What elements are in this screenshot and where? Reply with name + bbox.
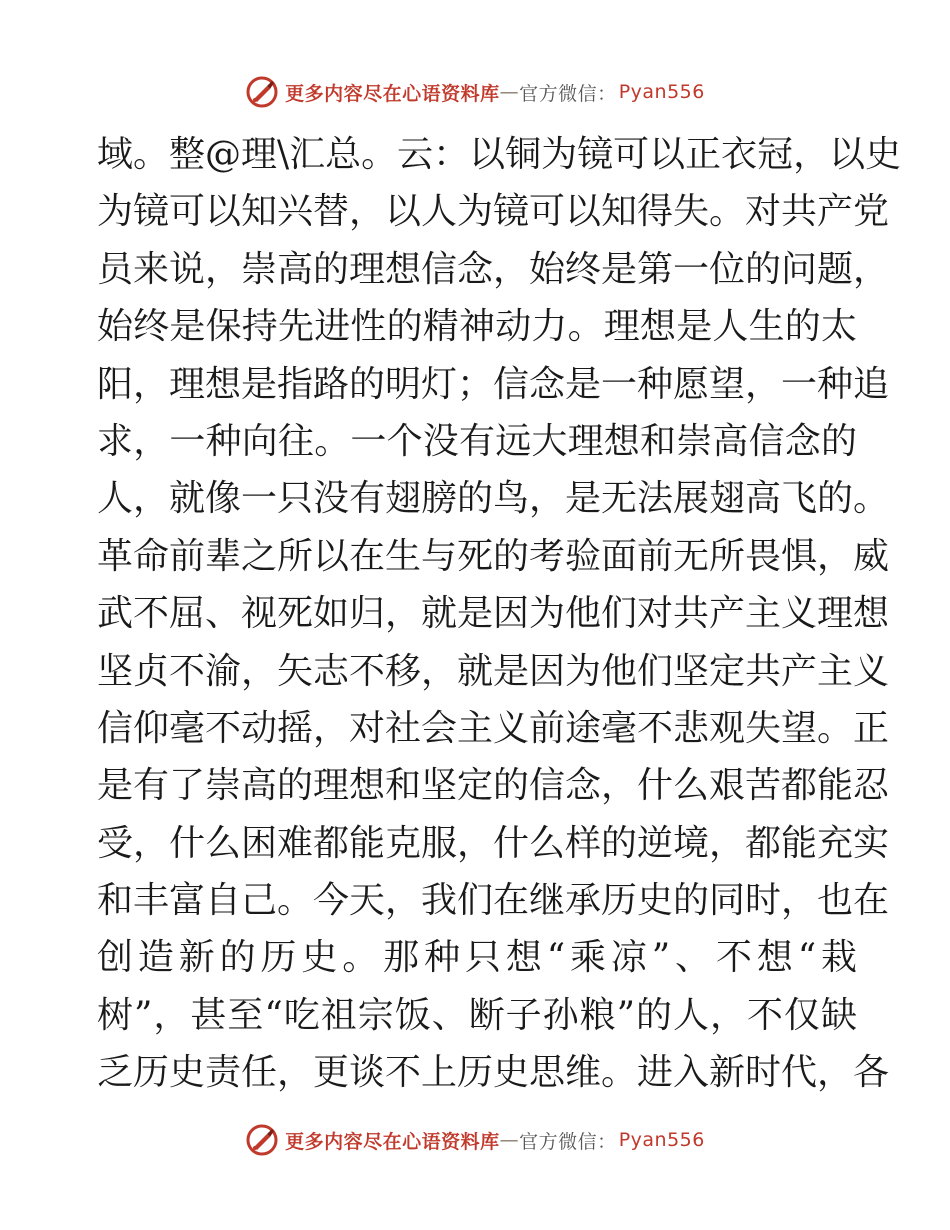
text-line: 武不屈、视死如归，就是因为他们对共产主义理想 (97, 593, 890, 635)
text-line: 革命前辈之所以在生与死的考验面前无所畏惧，威 (97, 535, 890, 577)
text-line: 员来说，崇高的理想信念，始终是第一位的问题， (97, 248, 890, 290)
text-line: 域。整@理\汇总。云：以铜为镜可以正衣冠，以史 (97, 134, 902, 175)
text-line: 树”，甚至“吃祖宗饭、断子孙粮”的人，不仅缺 (97, 994, 857, 1036)
text-line: 是有了崇高的理想和坚定的信念，什么艰苦都能忍 (97, 765, 890, 807)
text-line: 人，就像一只没有翅膀的鸟，是无法展翅高飞的。 (97, 478, 890, 520)
text-line: 阳，理想是指路的明灯；信念是一种愿望，一种追 (97, 363, 890, 405)
footer-watermark (0, 1120, 950, 1160)
text-line: 始终是保持先进性的精神动力。理想是人生的太 (97, 306, 857, 348)
watermark-channel-label: 官方微信： (519, 82, 617, 105)
brand-logo-icon (245, 75, 279, 109)
text-line: 受，什么困难都能克服，什么样的逆境，都能充实 (97, 822, 890, 864)
text-line: 求，一种向往。一个没有远大理想和崇高信念的 (97, 420, 857, 462)
text-line: 为镜可以知兴替，以人为镜可以知得失。对共产党 (97, 191, 890, 233)
document-body (97, 126, 902, 1102)
brand-logo-icon (245, 1123, 279, 1157)
watermark-separator: — (499, 1129, 520, 1151)
text-line: 创造新的历史。那种只想“乘凉”、不想“栽 (97, 937, 857, 979)
text-line: 信仰毫不动摇，对社会主义前途毫不悲观失望。正 (97, 707, 890, 749)
text-line: 乏历史责任，更谈不上历史思维。进入新时代，各 (97, 1052, 890, 1094)
header-watermark (0, 72, 950, 112)
watermark-channel-label: 官方微信： (519, 1130, 617, 1153)
text-line: 坚贞不渝，矢志不移，就是因为他们坚定共产主义 (97, 650, 890, 692)
watermark-main-text: 更多内容尽在心语资料库 (285, 1130, 500, 1153)
watermark-wechat-id: Pyan556 (618, 81, 705, 103)
watermark-wechat-id: Pyan556 (618, 1129, 705, 1151)
watermark-separator: — (499, 81, 520, 103)
text-line: 和丰富自己。今天，我们在继承历史的同时，也在 (97, 880, 890, 922)
watermark-main-text: 更多内容尽在心语资料库 (285, 82, 500, 105)
